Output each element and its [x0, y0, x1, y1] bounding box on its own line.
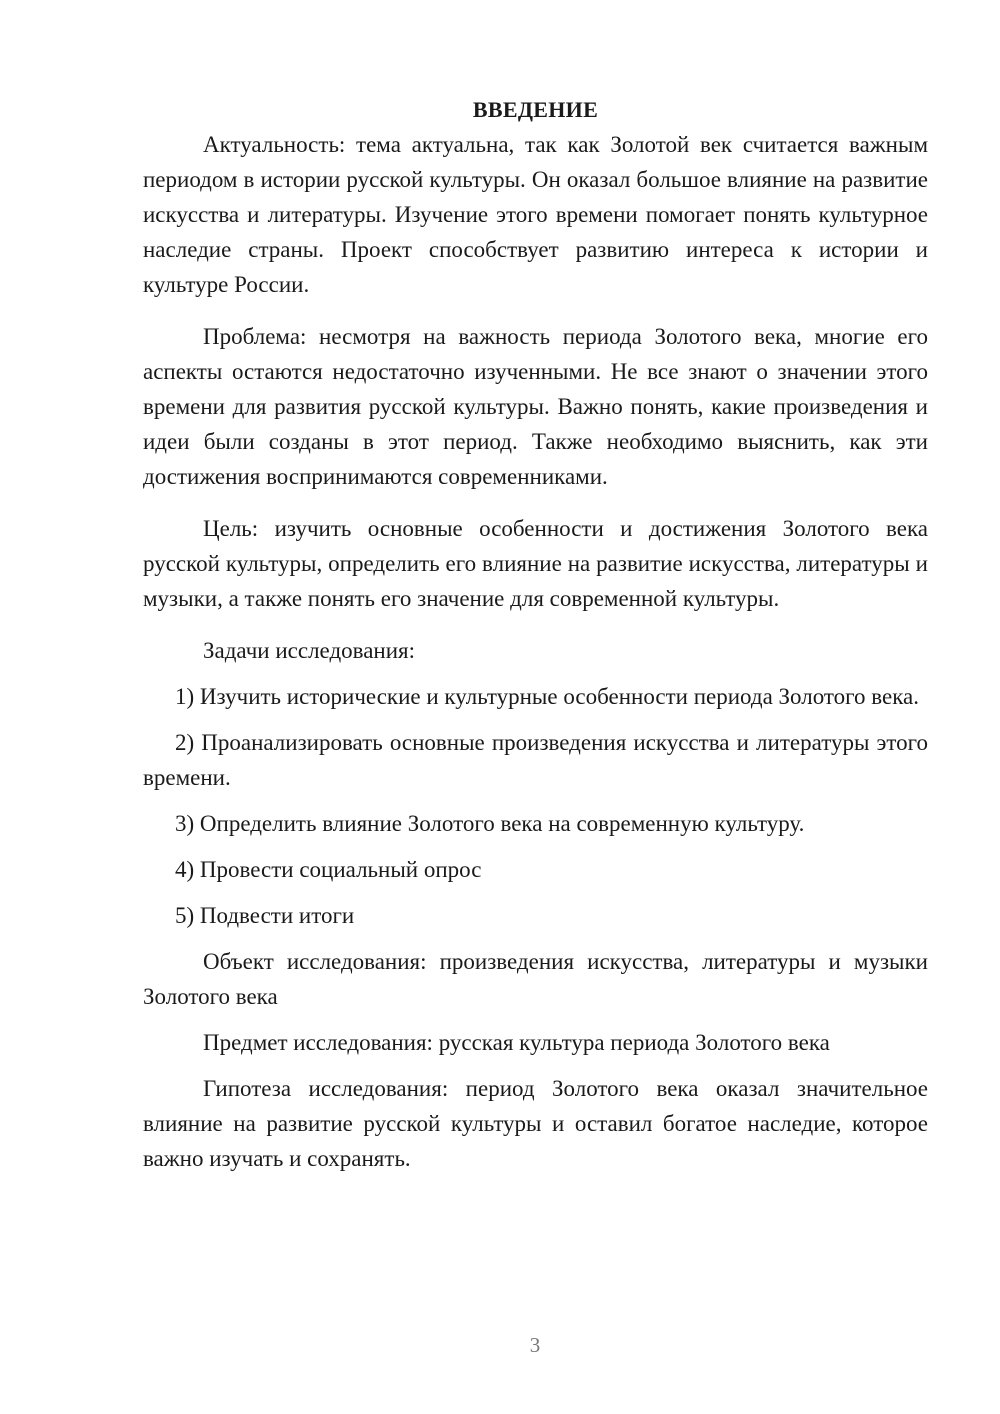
section-heading: ВВЕДЕНИЕ: [472, 97, 599, 122]
task-item-2: 2) Проанализировать основные произведения искусства и литературы этого времени.: [143, 730, 928, 790]
task-item-3: 3) Определить влияние Золотого века на современную культуру.: [175, 811, 805, 836]
task-item-1: 1) Изучить исторические и культурные особенности периода Золотого века.: [175, 684, 920, 709]
page-number: 3: [529, 1333, 541, 1357]
paragraph-goal: Цель: изучить основные особенности и достижения Золотого века русской культуры, определить его влияние на развитие искусства, литературы и музыки, а также понять его значение для современной культуры.: [143, 516, 928, 611]
paragraph-subject: Предмет исследования: русская культура периода Золотого века: [203, 1030, 830, 1055]
document-body: [143, 92, 928, 1176]
paragraph-relevance: Актуальность: тема актуальна, так как Золотой век считается важным периодом в истории русской культуры. Он оказал большое влияние на развитие искусства и литературы. Изучение этого времени помогает понять культурное наследие страны. Проект способствует развитию интереса к истории и культуре России.: [143, 132, 928, 297]
tasks-title: Задачи исследования:: [203, 638, 416, 663]
task-item-4: 4) Провести социальный опрос: [175, 857, 482, 882]
paragraph-object: Объект исследования: произведения искусства, литературы и музыки Золотого века: [143, 949, 928, 1009]
task-item-5: 5) Подвести итоги: [175, 903, 355, 928]
paragraph-hypothesis: Гипотеза исследования: период Золотого века оказал значительное влияние на развитие русской культуры и оставил богатое наследие, которое важно изучать и сохранять.: [143, 1076, 928, 1171]
paragraph-problem: Проблема: несмотря на важность периода Золотого века, многие его аспекты остаются недостаточно изученными. Не все знают о значении этого времени для развития русской культуры. Важно понять, какие произведения и идеи были созданы в этот период. Также необходимо выяснить, как эти достижения воспринимаются современниками.: [143, 324, 928, 489]
